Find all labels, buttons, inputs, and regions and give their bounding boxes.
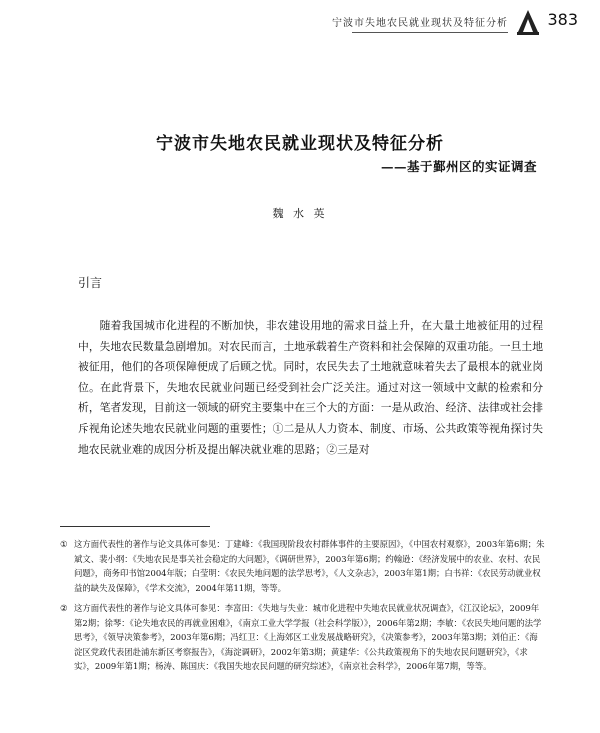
footnote: [60, 537, 545, 595]
footnote-mark: ②: [60, 603, 68, 613]
footnote-mark: ①: [60, 539, 68, 549]
footnote: [60, 601, 545, 674]
author: 魏 水 英: [272, 207, 328, 220]
footnote-rule: [60, 526, 210, 527]
article-subtitle: ——基于鄞州区的实证调查: [380, 159, 537, 174]
section-heading: 引言: [78, 276, 103, 290]
book-logo-icon: [514, 6, 542, 36]
footnote-text: 这方面代表性的著作与论文具体可参见：丁建峰：《我国现阶段农村群体事件的主要原因》，《中国农村观察》，2003年第6期；朱斌文、裴小纲：《失地农民是事关社会稳定的大问题》，《调研世界》，2003年第6期；约翰逊：《经济发展中的农业、农村、农民问题》，商务印书馆2004年版；白莹明：《农民失地问题的法学思考》，《人文杂志》，2003年第1期；白书祥：《农民劳动就业权益的缺失及保障》，《学术交流》，2004年第11期，等等。: [74, 539, 545, 593]
footnotes: [60, 537, 545, 680]
paragraph: 随着我国城市化进程的不断加快，非农建设用地的需求日益上升，在大量土地被征用的过程中，失地农民数量急剧增加。对农民而言，土地承载着生产资料和社会保障的双重功能。一旦土地被征用，他们的各项保障便成了后顾之忧。同时，农民失去了土地就意味着失去了最根本的就业岗位。在此背景下，失地农民就业问题已经受到社会广泛关注。通过对这一领域中文献的检索和分析，笔者发现，目前这一领域的研究主要集中在三个大的方面：一是从政治、经济、法律或社会排斥视角论述失地农民就业问题的重要性；①二是从人力资本、制度、市场、公共政策等视角探讨失地农民就业难的成因分析及提出解决就业难的思路；②三是对: [78, 319, 543, 456]
header-rule: [352, 32, 508, 33]
page-number: 383: [547, 10, 578, 29]
article-title: 宁波市失地农民就业现状及特征分析: [156, 134, 444, 154]
running-title: 宁波市失地农民就业现状及特征分析: [332, 18, 508, 29]
running-header: [0, 0, 600, 44]
footnote-text: 这方面代表性的著作与论文具体可参见：李富田：《失地与失业：城市化进程中失地农民就业状况调查》，《江汉论坛》，2009年第2期；徐琴：《论失地农民的再就业困难》，《南京工业大学学报（社会科学版）》，2006年第2期；李敏：《农民失地问题的法学思考》，《领导决策参考》，2003年第6期；冯红卫：《上海郊区工业发展战略研究》，《决策参考》，2003年第3期；刘伯正：《海淀区党政代表团赴浦东新区考察报告》，《海淀调研》，2002年第3期；黄建华：《公共政策视角下的失地农民问题研究》，《求实》，2009年第1期；杨涛、陈国庆：《我国失地农民问题的研究综述》，《南京社会科学》，2006年第7期，等等。: [74, 603, 542, 671]
body-text: [78, 316, 543, 460]
